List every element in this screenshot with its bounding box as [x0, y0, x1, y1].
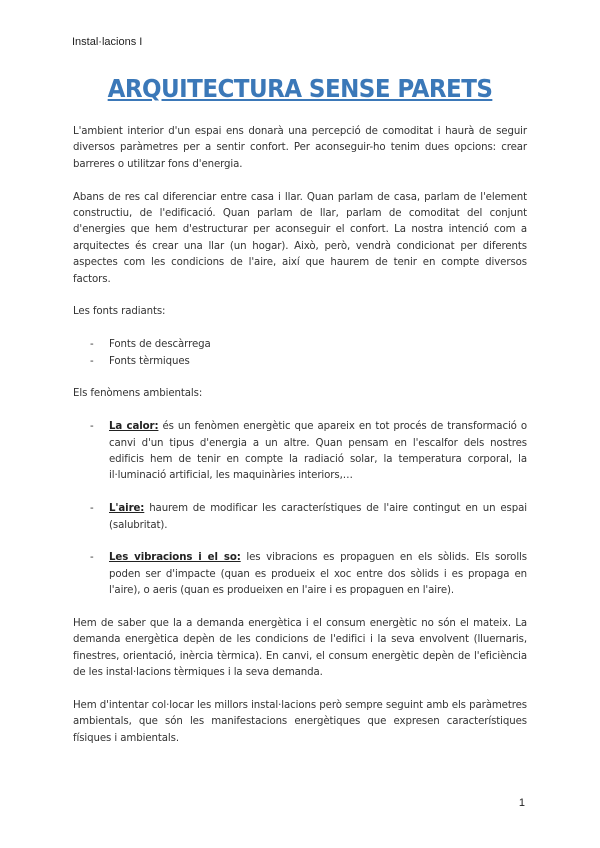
list-item-text: és un fenòmen energètic que apareix en tot procés de transformació o canvi d'un tipus d'energia a un altre. Quan pensam en l'escalfor dels nostres edificis hem de tenir en compte la radiació solar, la temperatura corporal, la il·luminació artificial, les maquinàries interiors,… [109, 421, 527, 482]
list-item [73, 550, 527, 599]
intro-paragraph: L'ambient interior d'un espai ens donarà una percepció de comoditat i haurà de seguir diversos paràmetres per a sentir confort. Per aconseguir-ho tenim dues opcions: crear barreres o utilitzar fons d'energia. [73, 126, 527, 170]
list-dash: - [90, 552, 94, 564]
house-home-paragraph: Abans de res cal diferenciar entre casa i llar. Quan parlam de casa, parlam de l'element constructiu, de l'edificació. Quan parlam de llar, parlam de comoditat del conjunt d'energies que hem d'estructurar per aconseguir el confort. La nostra intenció com a arquitectes és crear una llar (un hogar). Això, però, vendrà condicionat per diferents aspectes com les condicions de l'aire, així que haurem de tenir en compte diversos factors. [73, 191, 527, 285]
closing-paragraph: Hem d'intentar col·locar les millors instal·lacions però sempre seguint amb els paràmetres ambientals, que són les manifestacions energètiques que expresen característiques físiques i ambientals. [73, 700, 527, 744]
list-dash: - [90, 503, 94, 515]
document-title: ARQUITECTURA SENSE PARETS [107, 74, 493, 103]
list-item-text: haurem de modificar les característiques de l'aire contingut en un espai (salubritat). [109, 503, 527, 531]
list-item [73, 337, 527, 353]
list-dash: - [90, 355, 94, 367]
term-heat: La calor: [109, 421, 159, 433]
radiant-sources-heading: Les fonts radiants: [73, 306, 166, 318]
list-item [73, 419, 527, 485]
list-item-text: Fonts tèrmiques [109, 355, 190, 367]
demand-paragraph: Hem de saber que la a demanda energètica i el consum energètic no són el mateix. La demanda energètica depèn de les condicions de l'edifici i la seva envolvent (lluernaris, finestres, orientació, inèrcia tèrmica). En canvi, el consum energètic depèn de l'eficiència de les instal·lacions tèrmiques i la seva demanda. [73, 618, 527, 679]
list-item-text: Fonts de descàrrega [109, 339, 211, 351]
radiant-sources-list [73, 337, 527, 370]
list-dash: - [90, 339, 94, 351]
phenomena-heading: Els fenòmens ambientals: [73, 388, 203, 400]
page-number: 1 [518, 797, 525, 809]
phenomena-list [73, 419, 527, 599]
list-item-text: les vibracions es propaguen en els sòlids. Els sorolls poden ser d'impacte (quan es produeix el xoc entre dos sòlids i es propaga en l'aire), o aeris (quan es produeixen en l'aire i es propaguen en l'aire). [109, 552, 527, 597]
list-item [73, 501, 527, 534]
list-item [73, 354, 527, 370]
list-dash: - [90, 421, 94, 433]
term-vibrations-sound: Les vibracions i el so: [109, 552, 241, 564]
page-header: Instal·lacions I [72, 36, 143, 48]
document-body [73, 124, 527, 764]
term-air: L'aire: [109, 503, 145, 515]
